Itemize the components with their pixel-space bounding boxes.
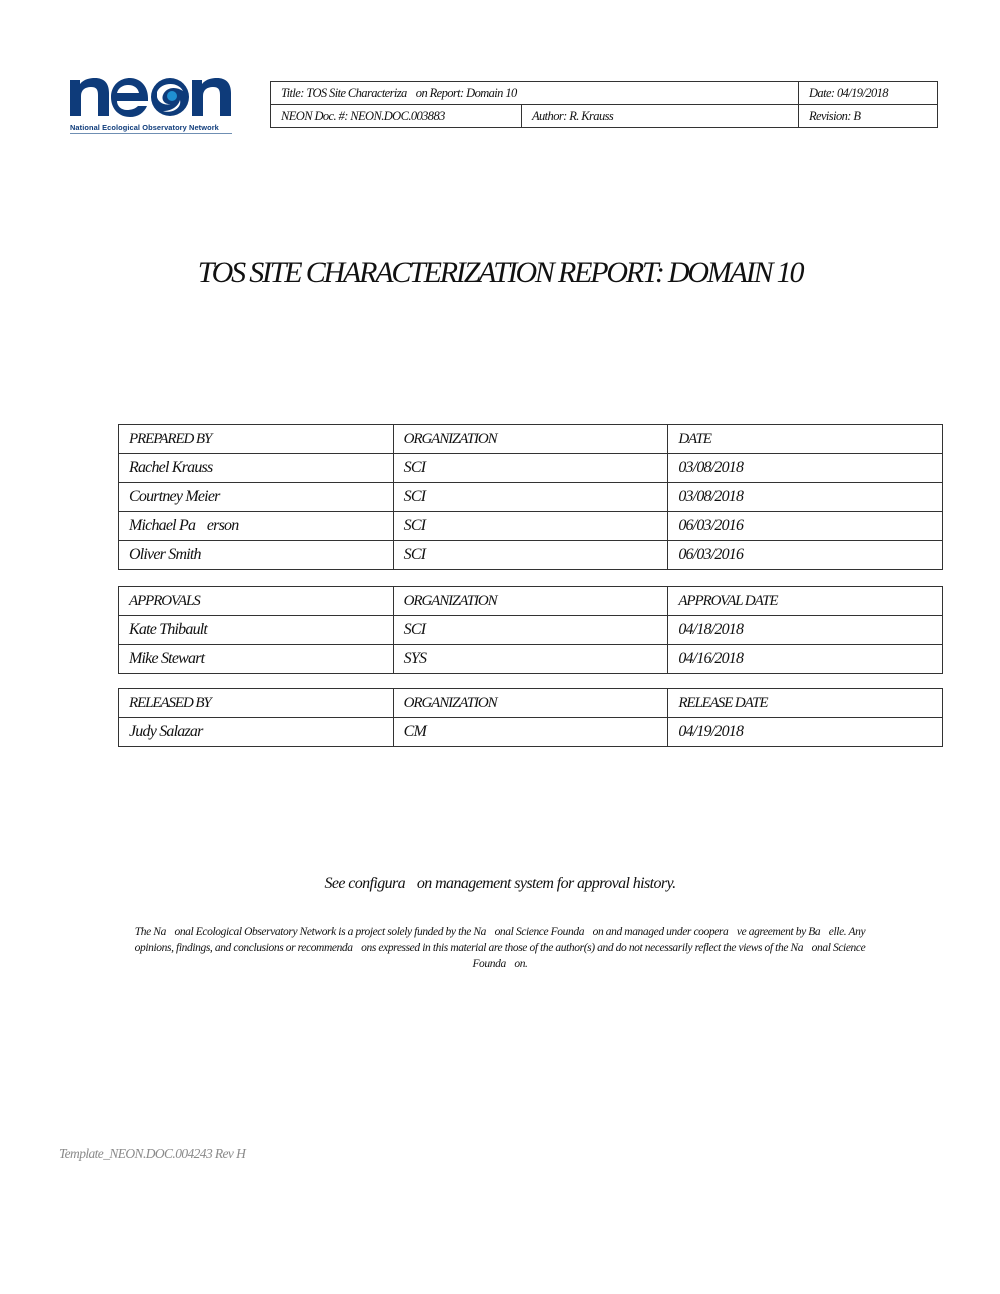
approvals-table xyxy=(118,586,943,674)
template-id: Template_NEON.DOC.004243 Rev H xyxy=(59,1146,246,1161)
header-row-1 xyxy=(271,82,938,105)
person-name: Mike Stewart xyxy=(119,645,394,674)
date: 04/18/2018 xyxy=(668,616,943,645)
date: 04/16/2018 xyxy=(668,645,943,674)
header-row-2 xyxy=(271,105,938,128)
organization: SCI xyxy=(393,454,668,483)
date: 06/03/2016 xyxy=(668,541,943,570)
date: 06/03/2016 xyxy=(668,512,943,541)
header-revision: Revision: B xyxy=(799,105,938,128)
neon-wordmark-icon xyxy=(68,70,234,122)
table-row xyxy=(119,541,943,570)
column-header: APPROVAL DATE xyxy=(668,587,943,616)
column-header: APPROVALS xyxy=(119,587,394,616)
person-name: Courtney Meier xyxy=(119,483,394,512)
column-header: RELEASED BY xyxy=(119,689,394,718)
header-author: Author: R. Krauss xyxy=(522,105,799,128)
table-header-row xyxy=(119,425,943,454)
configuration-note: See configura on management system for approval history. xyxy=(324,875,676,892)
organization: SCI xyxy=(393,616,668,645)
column-header: ORGANIZATION xyxy=(393,689,668,718)
table-row xyxy=(119,616,943,645)
column-header: ORGANIZATION xyxy=(393,425,668,454)
header-doc-number: NEON Doc. #: NEON.DOC.003883 xyxy=(271,105,522,128)
person-name: Michael Pa erson xyxy=(119,512,394,541)
column-header: RELEASE DATE xyxy=(668,689,943,718)
header-date: Date: 04/19/2018 xyxy=(799,82,938,105)
table-row xyxy=(119,718,943,747)
person-name: Oliver Smith xyxy=(119,541,394,570)
table-header-row xyxy=(119,587,943,616)
funding-disclaimer: The Na onal Ecological Observatory Network is a project solely funded by the Na onal Science Founda on and managed under coopera ve agreement by Ba elle. Any opinions, findings, and conclusions or recommenda ons expressed in this material are those of the author(s) and do not necessarily reflect the views of the Na onal Science Founda on. xyxy=(134,926,866,970)
document-title: TOS SITE CHARACTERIZATION REPORT: DOMAIN 10 xyxy=(197,256,803,289)
table-row xyxy=(119,645,943,674)
document-header-table xyxy=(270,81,938,128)
organization: SCI xyxy=(393,541,668,570)
date: 04/19/2018 xyxy=(668,718,943,747)
person-name: Kate Thibault xyxy=(119,616,394,645)
organization: SCI xyxy=(393,512,668,541)
table-row xyxy=(119,454,943,483)
table-row xyxy=(119,483,943,512)
logo-subtitle: National Ecological Observatory Network xyxy=(70,123,219,132)
released-by-table xyxy=(118,688,943,747)
table-row xyxy=(119,512,943,541)
organization: SCI xyxy=(393,483,668,512)
organization: SYS xyxy=(393,645,668,674)
column-header: ORGANIZATION xyxy=(393,587,668,616)
organization: CM xyxy=(393,718,668,747)
logo-underline xyxy=(70,133,232,134)
neon-logo xyxy=(68,70,234,136)
date: 03/08/2018 xyxy=(668,483,943,512)
column-header: DATE xyxy=(668,425,943,454)
prepared-by-table xyxy=(118,424,943,570)
person-name: Judy Salazar xyxy=(119,718,394,747)
date: 03/08/2018 xyxy=(668,454,943,483)
column-header: PREPARED BY xyxy=(119,425,394,454)
header-title: Title: TOS Site Characteriza on Report: Domain 10 xyxy=(271,82,799,105)
person-name: Rachel Krauss xyxy=(119,454,394,483)
table-header-row xyxy=(119,689,943,718)
